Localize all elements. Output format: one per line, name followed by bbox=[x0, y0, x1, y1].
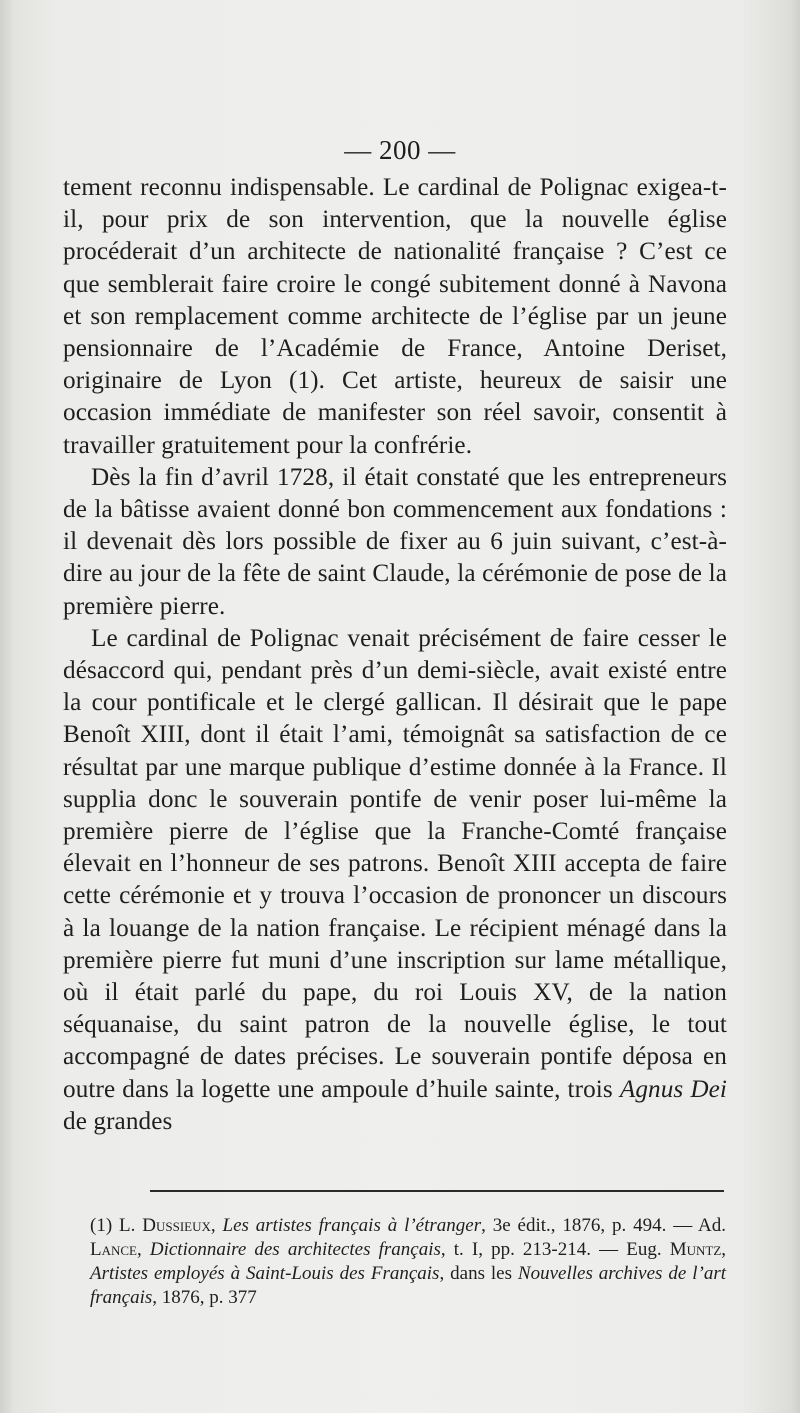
footnote-rule bbox=[150, 1190, 724, 1192]
footnote-author: Muntz bbox=[669, 1239, 722, 1260]
paragraph-text: Le cardinal de Polignac venait précisément de faire cesser le désaccord qui, pendant près d’un demi-siècle, avait existé entre la cour pontificale et le clergé gallican. Il désirait que le pape Benoît XIII, dont il était l’ami, témoignât sa satisfaction de ce résultat par une marque publique d’estime donnée à la France. Il supplia donc le souverain pontife de venir poser lui-même la première pierre de l’église que la Franche-Comté française élevait en l’honneur de ses patrons. Benoît XIII accepta de faire cette cérémonie et y trouva l’occasion de prononcer un discours à la louange de la nation française. Le récipient ménagé dans la première pierre fut muni d’une inscription sur lame métallique, où il était parlé du pape, du roi Louis XV, de la nation séquanaise, du saint patron de la nouvelle église, le tout accompagné de dates précises. Le souverain pontife déposa en outre dans la logette une ampoule d’huile sainte, trois bbox=[63, 624, 727, 1103]
footnote-text: , 3e édit., 1876, p. 494. — Ad. bbox=[481, 1215, 727, 1236]
footnote-marker: (1) bbox=[90, 1215, 120, 1236]
footnote bbox=[90, 1214, 726, 1310]
footnote-text: , dans les bbox=[439, 1263, 518, 1284]
footnote-text: , t. I, pp. 213-214. — Eug. bbox=[440, 1239, 670, 1260]
paragraph bbox=[63, 623, 727, 1138]
footnote-text: , bbox=[137, 1239, 150, 1260]
footnote-author: L. Dussieux bbox=[119, 1215, 211, 1236]
footnote-title: Nouvelles archives de l’art français bbox=[90, 1263, 727, 1308]
body-text bbox=[63, 172, 727, 1138]
footnote-text: , bbox=[721, 1239, 727, 1260]
page-number: — 200 — bbox=[344, 135, 456, 165]
footnote-text: , bbox=[210, 1215, 223, 1236]
paragraph: tement reconnu indispensable. Le cardinal de Polignac exigea-t-il, pour prix de son intervention, que la nouvelle église procéderait d’un architecte de nationalité française ? C’est ce que semblerait faire croire le congé subitement donné à Navona et son remplacement comme architecte de l’église par un jeune pensionnaire de l’Académie de France, Antoine Deriset, originaire de Lyon (1). Cet artiste, heureux de saisir une occasion immédiate de manifester son réel savoir, consentit à travailler gratuitement pour la confrérie. bbox=[63, 174, 727, 459]
footnote-title: Les artistes français à l’étranger bbox=[222, 1215, 482, 1236]
footnote-author: Lance bbox=[90, 1239, 137, 1260]
footnote-title: Artistes employés à Saint-Louis des Français bbox=[90, 1263, 440, 1284]
italic-term: Agnus Dei bbox=[619, 1075, 727, 1103]
footnote-text: , 1876, p. 377 bbox=[152, 1287, 257, 1308]
paragraph-tail: de grandes bbox=[63, 1107, 173, 1135]
paragraph: Dès la fin d’avril 1728, il était constaté que les entrepreneurs de la bâtisse avaient donné bon commencement aux fondations : il devenait dès lors possible de fixer au 6 juin suivant, c’est-à-dire au jour de la fête de saint Claude, la cérémonie de pose de la première pierre. bbox=[63, 463, 727, 620]
footnote-title: Dictionnaire des architectes français bbox=[149, 1239, 441, 1260]
